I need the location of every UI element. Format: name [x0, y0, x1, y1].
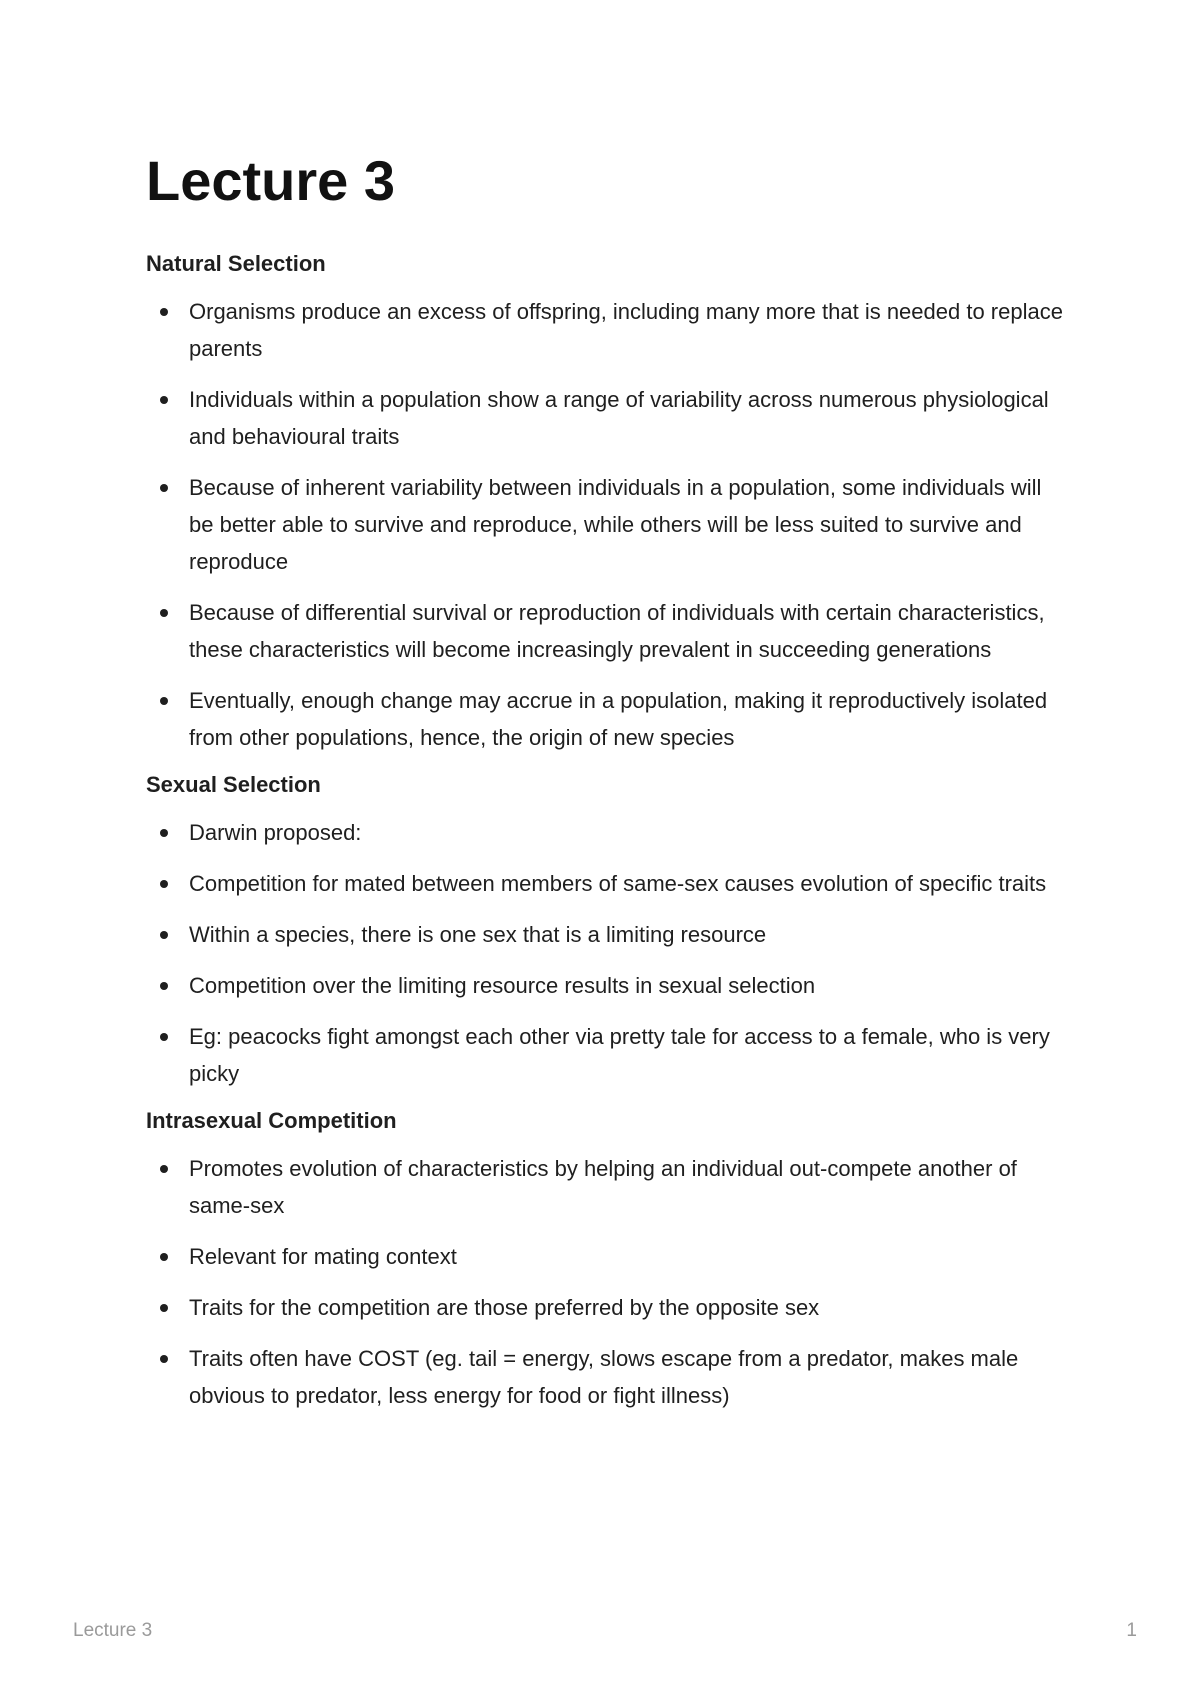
bullet-icon	[160, 484, 168, 492]
section-sexual-selection	[146, 770, 1066, 1092]
section-heading: Intrasexual Competition	[146, 1108, 397, 1133]
page-title: Lecture 3	[146, 149, 395, 212]
bullet-icon	[160, 1355, 168, 1363]
list-item-text: Competition for mated between members of same-sex causes evolution of specific traits	[189, 871, 1047, 896]
bullet-icon	[160, 308, 168, 316]
list-item	[146, 381, 1066, 455]
section-heading: Natural Selection	[146, 251, 326, 276]
bullet-icon	[160, 931, 168, 939]
list-item-text: Traits for the competition are those preferred by the opposite sex	[189, 1295, 820, 1320]
list-item-text: Because of inherent variability between individuals in a population, some individuals will be better able to survive and reproduce, while others will be less suited to survive and reproduce	[189, 475, 1042, 574]
footer-title: Lecture 3	[73, 1620, 153, 1641]
list-item	[146, 967, 1066, 1004]
bullet-list	[146, 814, 1066, 1092]
list-item	[146, 814, 1066, 851]
list-item	[146, 1340, 1066, 1414]
page-number: 1	[1126, 1620, 1137, 1641]
list-item-text: Traits often have COST (eg. tail = energy, slows escape from a predator, makes male obvious to predator, less energy for food or fight illness)	[189, 1346, 1019, 1408]
bullet-icon	[160, 829, 168, 837]
list-item-text: Eventually, enough change may accrue in a population, making it reproductively isolated from other populations, hence, the origin of new species	[189, 688, 1048, 750]
list-item-text: Organisms produce an excess of offspring, including many more that is needed to replace parents	[189, 299, 1063, 361]
bullet-list	[146, 293, 1066, 756]
list-item-text: Competition over the limiting resource results in sexual selection	[189, 973, 816, 998]
list-item	[146, 865, 1066, 902]
section-natural-selection	[146, 249, 1066, 756]
list-item-text: Eg: peacocks fight amongst each other via pretty tale for access to a female, who is very picky	[189, 1024, 1050, 1086]
list-item-text: Within a species, there is one sex that is a limiting resource	[189, 922, 767, 947]
bullet-icon	[160, 880, 168, 888]
list-item	[146, 916, 1066, 953]
list-item-text: Relevant for mating context	[189, 1244, 457, 1269]
bullet-icon	[160, 396, 168, 404]
bullet-icon	[160, 609, 168, 617]
list-item-text: Darwin proposed:	[189, 820, 362, 845]
bullet-icon	[160, 1165, 168, 1173]
list-item	[146, 682, 1066, 756]
list-item	[146, 1238, 1066, 1275]
section-heading: Sexual Selection	[146, 772, 321, 797]
page-content	[146, 145, 1066, 1428]
list-item	[146, 1018, 1066, 1092]
list-item-text: Individuals within a population show a range of variability across numerous physiological and behavioural traits	[189, 387, 1049, 449]
bullet-icon	[160, 1304, 168, 1312]
list-item	[146, 469, 1066, 580]
bullet-icon	[160, 1033, 168, 1041]
bullet-icon	[160, 697, 168, 705]
list-item-text: Promotes evolution of characteristics by helping an individual out-compete another of same-sex	[189, 1156, 1017, 1218]
list-item	[146, 293, 1066, 367]
list-item-text: Because of differential survival or reproduction of individuals with certain characteristics, these characteristics will become increasingly prevalent in succeeding generations	[189, 600, 1045, 662]
bullet-icon	[160, 1253, 168, 1261]
bullet-list	[146, 1150, 1066, 1414]
bullet-icon	[160, 982, 168, 990]
list-item	[146, 1150, 1066, 1224]
section-intrasexual-competition	[146, 1106, 1066, 1414]
list-item	[146, 1289, 1066, 1326]
list-item	[146, 594, 1066, 668]
